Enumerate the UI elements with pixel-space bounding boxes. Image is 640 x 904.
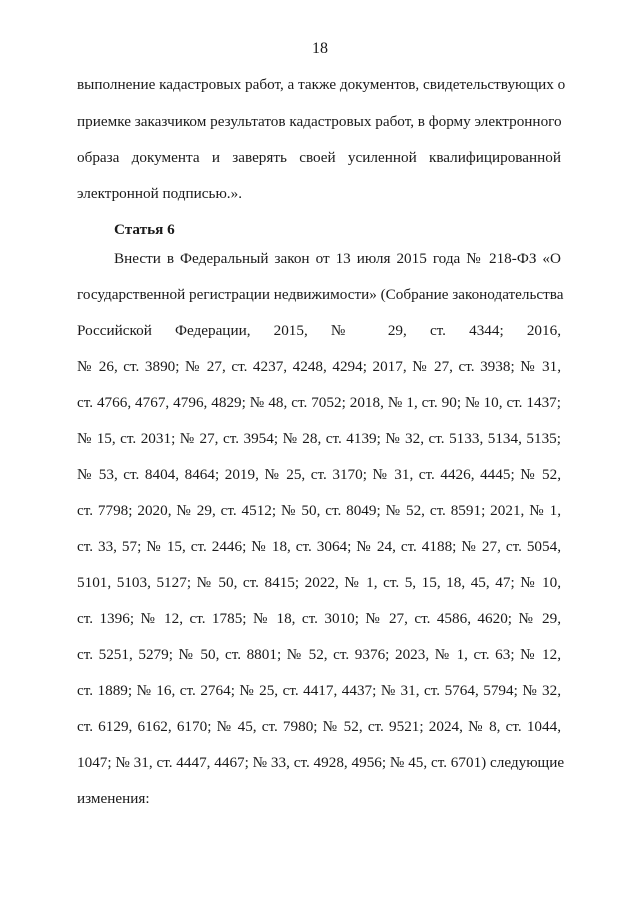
- text-line: приемке заказчиком результатов кадастровых работ, в форму электронного: [77, 113, 562, 130]
- text-line: электронной подписью.».: [77, 185, 242, 202]
- text-line: государственной регистрации недвижимости» (Собрание законодательства: [77, 286, 564, 303]
- page-number: 18: [312, 40, 328, 57]
- text-line: Внести в Федеральный закон от 13 июля 2015 года № 218-ФЗ «О: [114, 250, 561, 267]
- text-line: ст. 1889; № 16, ст. 2764; № 25, ст. 4417, 4437; № 31, ст. 5764, 5794; № 32,: [77, 682, 561, 699]
- text-line: изменения:: [77, 790, 150, 807]
- text-line: ст. 4766, 4767, 4796, 4829; № 48, ст. 7052; 2018, № 1, ст. 90; № 10, ст. 1437;: [77, 394, 561, 411]
- text-line: ст. 5251, 5279; № 50, ст. 8801; № 52, ст. 9376; 2023, № 1, ст. 63; № 12,: [77, 646, 561, 663]
- text-line: № 15, ст. 2031; № 27, ст. 3954; № 28, ст. 4139; № 32, ст. 5133, 5134, 5135;: [77, 430, 561, 447]
- text-line: выполнение кадастровых работ, а также документов, свидетельствующих о: [77, 76, 566, 93]
- article-heading: Статья 6: [114, 221, 175, 238]
- text-line: образа документа и заверять своей усиленной квалифицированной: [77, 149, 561, 166]
- text-line: 1047; № 31, ст. 4447, 4467; № 33, ст. 4928, 4956; № 45, ст. 6701) следующие: [77, 754, 565, 771]
- text-line: 5101, 5103, 5127; № 50, ст. 8415; 2022, № 1, ст. 5, 15, 18, 45, 47; № 10,: [77, 574, 561, 591]
- text-line: № 53, ст. 8404, 8464; 2019, № 25, ст. 3170; № 31, ст. 4426, 4445; № 52,: [77, 466, 561, 483]
- text-line: ст. 1396; № 12, ст. 1785; № 18, ст. 3010; № 27, ст. 4586, 4620; № 29,: [77, 610, 561, 627]
- text-line: Российской Федерации, 2015, № 29, ст. 4344; 2016,: [77, 322, 561, 339]
- text-line: № 26, ст. 3890; № 27, ст. 4237, 4248, 4294; 2017, № 27, ст. 3938; № 31,: [77, 358, 561, 375]
- text-line: ст. 6129, 6162, 6170; № 45, ст. 7980; № 52, ст. 9521; 2024, № 8, ст. 1044,: [77, 718, 561, 735]
- text-line: ст. 33, 57; № 15, ст. 2446; № 18, ст. 3064; № 24, ст. 4188; № 27, ст. 5054,: [77, 538, 561, 555]
- text-line: ст. 7798; 2020, № 29, ст. 4512; № 50, ст. 8049; № 52, ст. 8591; 2021, № 1,: [77, 502, 561, 519]
